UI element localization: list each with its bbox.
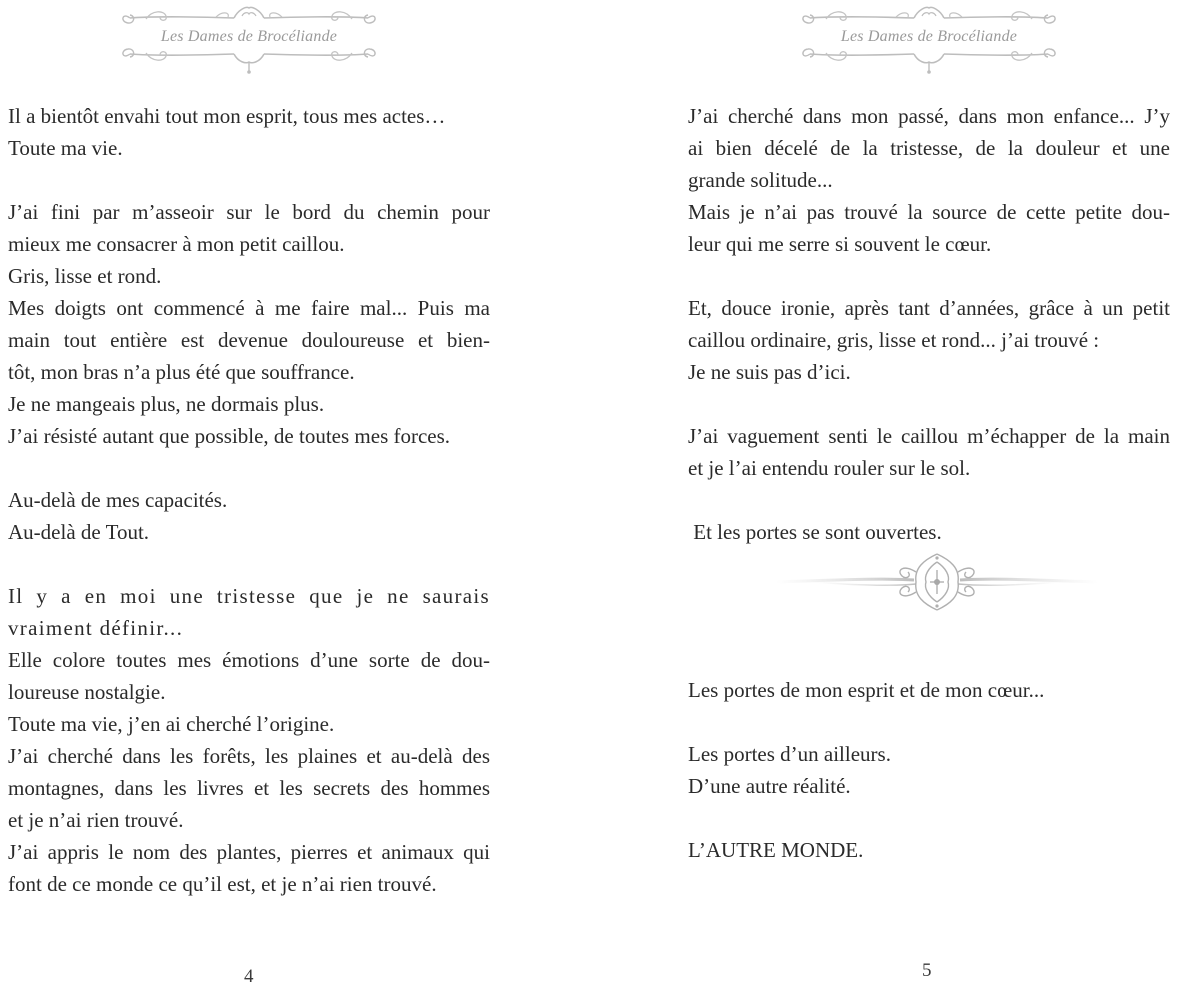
text-line: loureuse nostalgie. (8, 680, 166, 704)
body-text (688, 100, 1170, 866)
blank-line (8, 548, 490, 580)
text-line: leur qui me serre si souvent le cœur. (688, 232, 992, 256)
blank-line (688, 802, 1170, 834)
text-line: et je l’ai entendu rouler sur le sol. (688, 456, 971, 480)
text-line: Les portes de mon esprit et de mon cœur... (688, 678, 1045, 702)
blank-line (688, 260, 1170, 292)
text-block (688, 674, 1170, 866)
text-line: L’AUTRE MONDE. (688, 838, 864, 862)
text-line: Toute ma vie, j’en ai cherché l’origine. (8, 712, 335, 736)
running-header (116, 4, 382, 76)
text-line: mieux me consacrer à mon petit caillou. (8, 232, 345, 256)
header-title: Les Dames de Brocéliande (840, 28, 1018, 45)
text-line: vraiment définir... (8, 616, 184, 640)
text-line: tôt, mon bras n’a plus été que souffrance. (8, 360, 355, 384)
text-block (688, 100, 1170, 548)
text-line: Et les portes se sont ouvertes. (688, 520, 942, 544)
right-page (600, 0, 1200, 993)
page-number: 5 (922, 960, 932, 981)
section-divider (688, 548, 1170, 674)
filigree-divider-icon (774, 550, 1100, 614)
text-line: J’ai vaguement senti le caillou m’échapper de la main (688, 424, 1170, 448)
text-line: ai bien décelé de la tristesse, de la douleur et une (688, 136, 1170, 160)
text-line: grande solitude... (688, 168, 833, 192)
blank-line (688, 484, 1170, 516)
text-line: Je ne mangeais plus, ne dormais plus. (8, 392, 325, 416)
text-line: Les portes d’un ailleurs. (688, 742, 891, 766)
text-line: J’ai résisté autant que possible, de toutes mes forces. (8, 424, 451, 448)
header-title: Les Dames de Brocéliande (160, 28, 338, 45)
page-number: 4 (244, 966, 254, 987)
text-line: Au-delà de Tout. (8, 520, 150, 544)
text-line: Gris, lisse et rond. (8, 264, 162, 288)
blank-line (688, 388, 1170, 420)
text-line: J’ai cherché dans mon passé, dans mon enfance... J’y (688, 104, 1170, 128)
text-line: Au-delà de mes capacités. (8, 488, 228, 512)
text-line: Il a bientôt envahi tout mon esprit, tous mes actes… (8, 104, 446, 128)
body-text (8, 100, 490, 900)
text-line: J’ai appris le nom des plantes, pierres et animaux qui (8, 840, 490, 864)
text-line: J’ai cherché dans les forêts, les plaines et au-delà des (8, 744, 490, 768)
text-line: caillou ordinaire, gris, lisse et rond... j’ai trouvé : (688, 328, 1100, 352)
text-line: Elle colore toutes mes émotions d’une sorte de dou- (8, 648, 490, 672)
text-line: Je ne suis pas d’ici. (688, 360, 851, 384)
running-header (796, 4, 1062, 76)
text-line: D’une autre réalité. (688, 774, 851, 798)
text-line: Et, douce ironie, après tant d’années, grâce à un petit (688, 296, 1170, 320)
text-line: montagnes, dans les livres et les secrets des hommes (8, 776, 490, 800)
text-line: Mes doigts ont commencé à me faire mal... Puis ma (8, 296, 490, 320)
text-line: font de ce monde ce qu’il est, et je n’ai rien trouvé. (8, 872, 437, 896)
blank-line (8, 164, 490, 196)
text-line: et je n’ai rien trouvé. (8, 808, 184, 832)
text-line: Il y a en moi une tristesse que je ne saurais (8, 584, 490, 608)
blank-line (8, 452, 490, 484)
text-line: J’ai fini par m’asseoir sur le bord du chemin pour (8, 200, 490, 224)
blank-line (688, 706, 1170, 738)
text-line: Mais je n’ai pas trouvé la source de cette petite dou- (688, 200, 1170, 224)
text-line: Toute ma vie. (8, 136, 123, 160)
text-line: main tout entière est devenue douloureuse et bien- (8, 328, 490, 352)
